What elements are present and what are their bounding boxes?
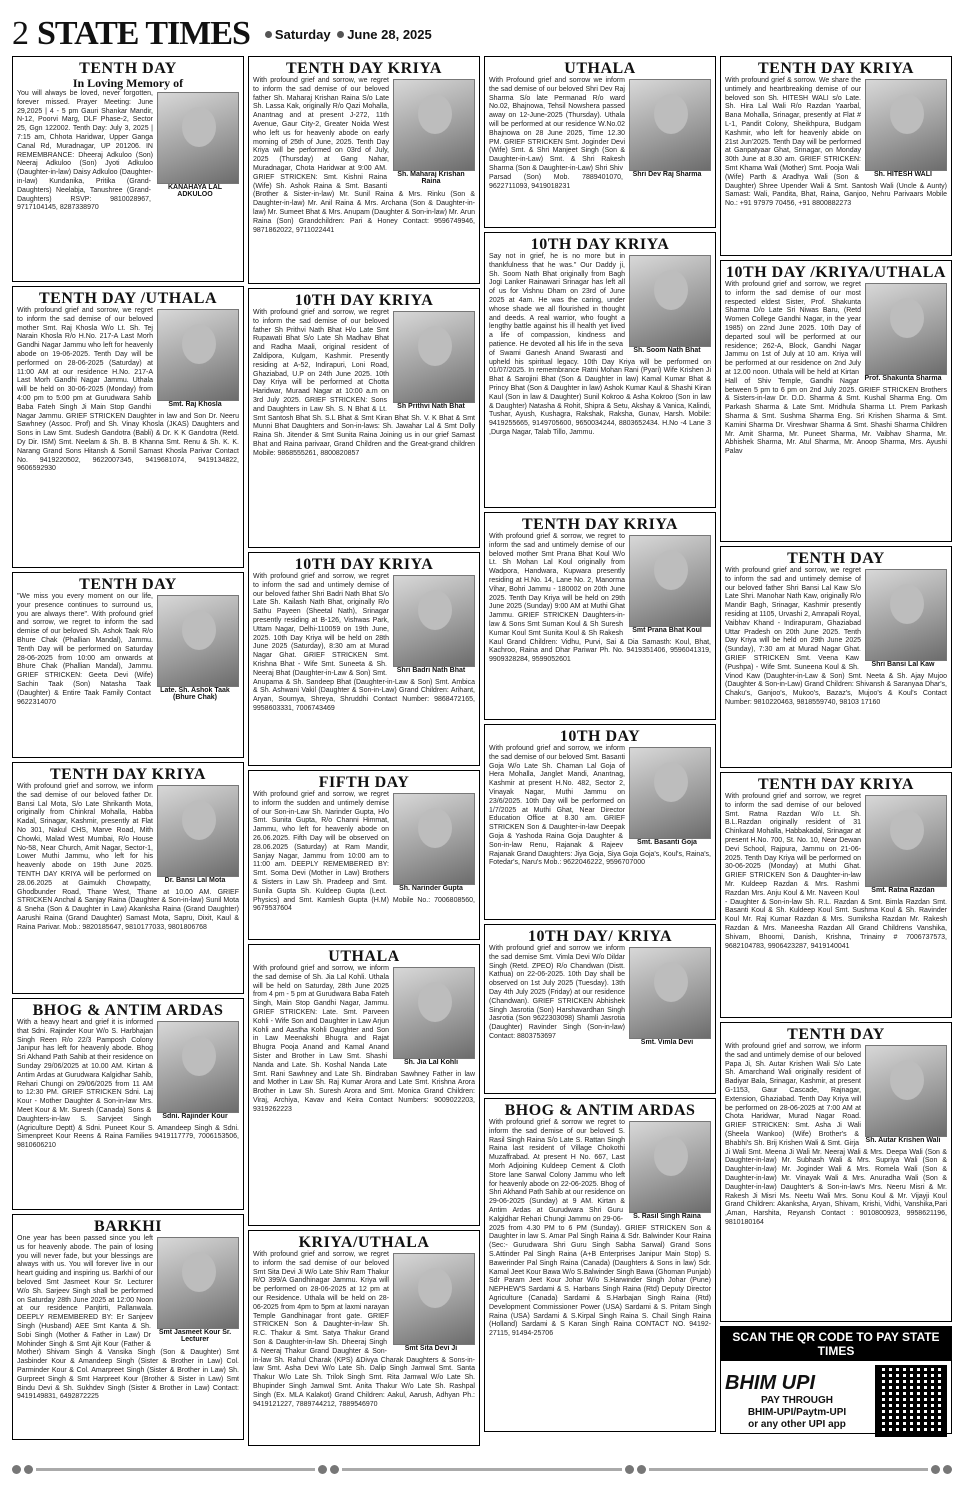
obituary-notice [720, 546, 952, 768]
notice-body: With profound grief & sorrow, we regret to inform the sad and untimely demise of our beloved mother Smt Prana Bhat Koul W/o Lt. Sh Mohan Lal Koul originally from Wadpora, Handwara, Kupwara presently residing at H.No. 14, Lane No. 2, Manorma Vihar, Bohri Jammu - 180002 on 20th June 2025. Tenth Day Kriya will be held on 29th June 2025 (Sunday) 9:00 AM at Muthi Ghat Jammu. GRIEF STRICKEN Daughters-in-law & Sons Smt Suman Koul & Sh Suresh Kumar Koul Smt Sunita Koul & Sh Rakesh Kaul Grand Children: Vidhu, Purvi, Sai & Dia Samasth: Koul, Bhat, Kachroo, Raina and Dhar Pariwar Ph. No. 9419351406, 9596041319, 9909328284, 9599052601 [489, 533, 711, 664]
obituary-notice [248, 944, 480, 1226]
qr-heading: SCAN THE QR CODE TO PAY STATE TIMES [721, 1327, 951, 1361]
photo-caption: Shri Bansi Lal Kaw [871, 661, 935, 668]
page-number: 2 [12, 15, 29, 52]
portrait-photo [393, 79, 475, 171]
portrait-photo [157, 1021, 239, 1113]
notice-body: With profound grief and sorrow, we regret to inform the sad demise of our beloved Smt. Ratna Razdan W/o Lt. Sh. B.L.Razdan originally resident of 31 Chinkaral Mohalla, Habbakadal, Srinagar at present H.No. 700, St. No. 10, Near Dewan Devi School, Rajpura, Jammu on 21-06-2025. Tenth Day Kriya will be performed on 30-06-2025 (Monday) at Muthi Ghat. GRIEF STRICKEN Son & Daughter-in-law Mr. Kuldeep Razdan & Mrs. Rashmi Razdan Mrs. Anju Koul & Mr. Naveen Koul - Daughter & Son-in-law Sh. R.L. Razdan & Smt. Bimla Razdan Smt. Basanti Koul & Sh. Kuldeep Koul Smt. Sushma Koul & Sh. Ravinder Koul Mr. Raj Kumar Razdan & Mrs. Sumiksha Razdan Mr. Rakesh Razdan & Mrs. Maneesha Razdan All Grand Childrens Vanshika, Shivam, Bhoomi, Danish, Krishna, Trinainy # 7006737573, 9682104783, 9906423287, 9419140041 [725, 793, 947, 950]
footer-decoration [12, 1462, 952, 1476]
notice-title: TENTH DAY KRIYA [522, 516, 678, 533]
photo-caption: Sh. HITESH WALI [874, 171, 932, 178]
column-3 [484, 56, 716, 1456]
notice-body: With profound grief and sorrow, we regret to inform the sad demise of our beloved father Sh Prithvi Nath Bhat H/o Late Smt Rupawati Bhat S/o Late Sh Madhav Bhat and Radha Maali, original resident of Zaldipora, Kulgam, Kashmir. Presently residing at A-52, Indirapuri, Loni Road, Ghaziabad, U.P on 24th June 2025. 10th Day Kriya will be performed at Chotta Haridwar, Muraad Nagar at 10:00 a.m on 3rd July 2025. GRIEF STRICKEN: Sons and Daughters in Law Sh. S. N Bhat & Lt. Smt Santosh Bhat Sh. S.L Bhat & Smt Kiran Bhat Sh. V. K Bhat & Smt Munni Bhat Daughters and Son-in-laws: Sh. Jawahar Lal & Smt Dolly Raina Sh. Jitender & Smt Sunita Raina Joining us in our grief Samast Bhat and Raina parivaar, Grand Children and the Great-grand children Mobile: 9868555261, 8800820857 [253, 309, 475, 457]
dot-icon [318, 1465, 327, 1474]
column-2 [248, 56, 480, 1456]
notice-subtitle: In Loving Memory of [72, 76, 184, 90]
photo-caption: KANAHAYA LAL ADKULOO [167, 184, 223, 198]
portrait-photo [393, 1253, 475, 1345]
notice-body: With profound grief and sorrow, we inform the sad demise of our beloved father Dr. Bansi Lal Mota, S/o Late Shrikanth Mota, originally from Chinkral Mohalla, Habba Kadal, Srinagar, Kashmir, presently at Flat No 301, Nakul CHS, Marve Road, Mith Chowki, Malad West Mumbai, R/o House No-58, Near Church, Amit Nagar, Sector-1, Lower Muthi Jammu, who left for his heavenly abode on 19th June 2025. TENTH DAY KRIYA will be performed on 28.06.2025 at Gaimukh Chowpatty, Ghodbunder Road, Thane West, Thane at 10.00 AM. GRIEF STRICKEN Anchal & Sanjay Raina (Daughter & Son-in-law) Sunil Mota & Sneha (Son & Daughter in Law) Akanksha Raina (Grand Daughter) Aarushi Raina (Grand Daughter) Samast Mota, Sapru, Dixit, Kaul & Raina Parivar. Mob.: 9820185647, 9810177033, 9801806768 [17, 783, 239, 931]
notice-body: With profound grief and sorrow, we regret to inform the sad and untimely demise of our beloved father Shri Bansi Lal Kaw S/o Late Shri. Manohar Nath Kaw, originally R/o Mandir Bagh, Srinagar, Kashmir presently residing at 1105, Urvashi 2, Amrapali Royal, Vaibhav Khand - Indirapuram, Ghaziabad Uttar Pradesh on 20th June 2025. Tenth Day Kriya will be held on 29th June 2025 (Sunday), 7:30 am at Murad Nagar Ghat. GRIEF STRICKEN Smt. Veena Kaw (Pushpa) - Wife Smt. Suneena Koul & Sh. Vinod Kaw (Daughter-in-Law & Son) Smt. Neeta & Sh. Ajay Mujoo (Daughter & Son-in-Law) Grand Children: Shivansh & Saranyaa Dhar's, Chaku's, Ganjoo's, Mukoo's, Bazaz's, Mujoo's & Koul's Contact Number: 9810220463, 9818559740, 98103 17160 [725, 567, 947, 706]
notice-title: 10TH DAY KRIYA [530, 236, 670, 253]
column-1 [12, 56, 244, 1456]
dot-icon [931, 1465, 940, 1474]
portrait-photo [865, 1045, 947, 1137]
notice-title: FIFTH DAY [318, 774, 410, 791]
bullet-icon [337, 31, 344, 38]
notice-title: TENTH DAY [79, 60, 177, 77]
dot-icon [330, 1465, 339, 1474]
photo-caption: Sh. Soom Nath Bhat [633, 347, 701, 354]
notice-body: With profound grief and sorrow, we inform the sad demise of Sh. Jia Lal Kohli. Uthala will be held on Saturday, 28th June 2025 from 4 pm - 5 pm at Gurudwara Baba Fateh Singh, Main Stop Gandhi Nagar, Jammu. GRIEF STRICKEN: Late. Smt. Parveen Kohli - Wife Son and Daughter in Law Arjun Kohli and Aastha Kohli Daughter and Son in Law Meenakshi Bhugra and Rajat Bhugra Pooja Anand and Kamal Anand Sister and Brother in Law Smt. Shashi Nanda and Late. Sh. Koshal Nanda Late Smt. Rani Sawhney and Late Sh. Bindraban Sawhney Father in law and Mother in Law Sh. Raj Kumar Arora and Late Smt. Krishna Arora Brother in Law Sh. Suresh Arora and Smt. Monica Grand Children: Viraj, Archiya, Kavav and Keira Contact Numbers: 9009022203, 9319262223 [253, 965, 475, 1113]
qr-line-3: or any other UPI app [748, 1418, 846, 1430]
obituary-notice [12, 286, 244, 568]
day: Saturday [274, 26, 331, 42]
portrait-photo [865, 283, 947, 375]
portrait-photo [629, 535, 711, 627]
portrait-photo [865, 795, 947, 887]
notice-body: With a heavy heart and grief it is informed that Sdni. Rajinder Kour W/o S. Harbhajan Singh Reen R/o 22/3 Pamposh Colony Janipur has left for heavenly abode. Bhog Sri Akhand Path Sahib at their residence on Sunday 29/06/2025 at 10.00 AM. Kirtan & Antim Ardas at Gurudwara Kalgidhar Sahib, Rehari Chungi on 29/06/2025 from 11 AM to 12:30 PM. GRIEF STRICKEN Sdni. Laj Kour - Mother Daughter & Son-in-law Mrs. Meet Kour & Mr. Suresh (Canada) Sons & Daughters-in-law S. Sarvjeet Singh (Agriculture Deptt) & Sdni. Puneet Kour S. Amandeep Singh & Sdni. Simenpreet Kour Reens & Raina Families 9419117779, 7006153506, 9810606210 [17, 1019, 239, 1150]
obituary-notice [720, 772, 952, 1018]
photo-caption: Smt. Raj Khosla [168, 401, 222, 408]
notice-title: TENTH DAY [787, 1026, 885, 1043]
photo-caption: Smt Sita Devi Ji [404, 1345, 458, 1352]
obituary-notice [248, 56, 480, 284]
dot-icon [625, 1465, 634, 1474]
obituary-notice [12, 56, 244, 282]
bullet-icon [265, 31, 272, 38]
notice-body: Say not in grief, he is no more but in thankfulness that he was." Our Daddy ji, Sh. Soom Nath Bhat originally from Bagh Jogi Lanker Rainawari Srinagar has left all of us for Vishnu Dham on 23rd of June 2025 at 4am. He was the caring, under whose shade we all flourished in thought and deeds. A real warrior, who fought a lengthy battle against his ill health yet lived a life of compassion, kindness and patience. He devoted all his life in the seva of Swami Ganesh Anand Swarasti and upheld his spiritual legacy. 10th Day Kriya will be performed on 01/07/2025. In remembrance Ratni Mohan Rani (Pyari) Wife Krishen Ji Bhat & Sarojini Bhat (Son & Daughter in law) Kamal Kumar Bhat & Princy Bhat (Son & Daughter in law) Ashok Kumar Kaul & Shashi Kiran Kaul (Son in law & Daughter) Sunil Kokroo & Asha Kokroo (Son in law & Daughter) Natasha & Rohit, Shipra & Setu, Akshay & Vanica, Kalindi, Tushar, Ayush, Kushagra, Rakshak, Raksha, Gunav, Harsh. Mobile: 9419255665, 9149705600, 9650034244, 8803652434. H.No -4 Lane 3 ,Durga Nagar, Talab Tillo, Jammu. [489, 253, 711, 436]
notice-title: 10TH DAY KRIYA [294, 556, 434, 573]
photo-caption: Smt. Basanti Goja [637, 839, 697, 846]
obituary-notice [720, 260, 952, 542]
notice-body: One year has been passed since you left us for heavenly abode. The pain of losing you will never fade, but your blessings are always with us. You will forever live in our heart guiding and inspiring us. Barkhi of our beloved Smt Jasmeet Kour Sr. Lecturer W/o Sh. Sarjeev Singh shall be performed on Saturday 28th June 2025 at 12:00 Noon at our residence Panjtirti, Pallanwala. DEEPLY REMEMBERED BY: Er Sanjeev Singh (Husband) AEE Smt Kanta & Sh. Sobi Singh (Mother & Father in Law) Dr Mohinder Singh & Smt Ajit Kour (Father & Mother) Shivam Singh & Vansika Singh (Son & Daughter) Smt Jasbinder Kour & Amandeep Singh (Sister & Brother in Law) Col. Parminder Kour & Col. Amarpreet Singh (Sister & Brother in Law) Sh. Gurpreet Singh & Smt Harpreet Kour (Brother & Sister in Law) Smt Bindu Devi & Sh. Sukhdev Singh (Sister & Brother in Law) Contact: 9419149831, 6492872225 [17, 1235, 239, 1401]
newspaper-logo: STATE TIMES [37, 15, 250, 52]
masthead [12, 14, 952, 54]
notice-body: You will always be loved, never forgotten, forever missed. Prayer Meeting: June 29,2025 | 4 - 5 pm Gauri Shankar Mandir, N-12, Poorvi Marg, DLF Phase-2, Sector 25, Ggn 122002. Tenth Day: July 3, 2025 | 7:15 am, Chhota Haridwar, Upper Ganga Canal Rd, Muradnagar, UP 201206. IN REMEMBRANCE: Dheeraj Adkuloo (Son) Neeraj Adkuloo (Son) Jyoti Adkuloo (Daughter-in-law) Daisy Adkuloo (Daughter-in-law) Kundanika, Pritika (Grand-Daughters) Neelabja, Tanushree (Grand-Daughters) RSVP: 9810028967, 9717104145, 8287338970 [17, 90, 153, 212]
notice-title: 10TH DAY/ KRIYA [527, 928, 673, 945]
portrait-photo [157, 1237, 239, 1329]
date: June 28, 2025 [347, 26, 432, 42]
notice-title: UTHALA [328, 948, 400, 965]
portrait-photo [865, 569, 947, 661]
portrait-photo [629, 1121, 711, 1213]
obituary-notice [248, 552, 480, 766]
notice-title: TENTH DAY KRIYA [758, 60, 914, 77]
obituary-notice [12, 572, 244, 758]
obituary-columns [12, 56, 952, 1456]
dot-icon [12, 1465, 21, 1474]
obituary-notice [248, 288, 480, 548]
notice-body: With profound grief and sorrow, we inform the sad demise of our beloved Smt. Basanti Goja W/o Late Sh. Chaman Lal Goja of Hera Mohalla, Janglet Mandi, Anantnag, Kashmir at present H.No. 482, Sector 2, Vinayak Nagar, Muthi Jammu on 23/6/2025. 10th Day will be performed on 1/7/2025 at Muthi Ghat, Near Director Education Office at 8.30 am. GRIEF STRICKEN Son & Daughter-in-law Deepak Goja & Yashoda Raina Goja Daughter & Son-in-law Renu, Rajanak & Rajeev Rajanak Grand Daughters: Jiya Goja, Siya Goja Goja's, Koul's, Raina's, Fotedar's, Naru's Mob.: 9622046222, 9596707000 [489, 745, 711, 867]
obituary-notice [12, 998, 244, 1210]
photo-caption: Sh Prithvi Nath Bhat [397, 403, 465, 410]
photo-caption: Smt. Vimla Devi [640, 1039, 694, 1046]
obituary-notice [484, 232, 716, 508]
portrait-photo [157, 92, 239, 184]
divider [36, 1468, 315, 1471]
upi-payment-ad [720, 1326, 952, 1434]
photo-caption: Shri Badri Nath Bhat [396, 667, 466, 674]
qr-line-2: BHIM-UPI/Paytm-UPI [747, 1406, 847, 1418]
photo-caption: Smt Jasmeet Kour Sr. Lecturer [158, 1329, 232, 1343]
photo-caption: Sdni. Rajinder Kour [162, 1113, 228, 1120]
photo-caption: Prof. Shakunta Sharma [864, 375, 942, 382]
portrait-photo [157, 595, 239, 687]
portrait-photo [629, 79, 711, 171]
dot-icon [24, 1465, 33, 1474]
bhim-upi-logo: BHIM UPI [725, 1371, 815, 1394]
notice-body: With profound grief and sorrow, we regret to inform the sad demise of our beloved father Sh. Maharaj Krishan Raina S/o Late Sh. Lassa Kak, originally R/o Qazi Mohalla, Anantnag and at present J-272, 11th Avenue, Gaur City-2, Greater Noida West who left us for heavenly abode on early morning of 25th of June, 2025. Tenth Day Kriya will be performed on 03rd of July, 2025 (Thursday) at Gang Nahar, Muradnagar, Chota Haridwar at 9:00 AM. GRIEF STRICKEN: Smt. Kishni Raina (Wife) Sh. Ashok Raina & Smt. Basanti (Brother & Sister-in-law) Mr. Sunil Raina & Mrs. Rinku (Son & Daughter-in-law) Mr. Anil Raina & Mrs. Archana (Son & Daughter-in-law) Mr. Sumeet Bhat & Mrs. Anupam (Daughter & Son-in-law) Mr. Arun Raina (Son) Grandchildren: Pari & Honey Contact: 9596749946, 9871862022, 9711022441 [253, 77, 475, 234]
photo-caption: Sh. Maharaj Krishan Raina [397, 171, 465, 185]
qr-line-1: PAY THROUGH [760, 1394, 834, 1406]
dot-icon [637, 1465, 646, 1474]
portrait-photo [629, 255, 711, 347]
column-4 [720, 56, 952, 1456]
portrait-photo [157, 785, 239, 877]
photo-caption: Smt. Ratna Razdan [871, 887, 935, 894]
notice-title: TENTH DAY KRIYA [758, 776, 914, 793]
notice-body: With Profound grief and sorrow we inform the sad demise of our beloved Shri Dev Raj Sharma S/o late Permanad R/o ward No.02, Bhajnowa, Tehsil Nowshera passed away on 12-June-2025 (Thursday). Uthala will be performed at our residence W.No.02 Bhajnowa on 28 June 2025, Time 12.30 PM. GRIEF STRICKEN Smt. Joginder Devi (Wife) Smt. & Shri Manjeet Singh (Son & Daughter-in-Law) Smt. & Shri Rakesh Sharma (Son & Daughter-in-Law) Shri Shiv Parsad (Son) Mob. 7889401070, 9622711093, 9419018231 [489, 77, 625, 190]
photo-caption: S. Rasil Singh Raina [633, 1213, 701, 1220]
obituary-notice [720, 56, 952, 256]
dot-icon [943, 1465, 952, 1474]
notice-body: With profound grief and sorrow, we regret to inform the sad and untimely demise of our beloved father Shri Badri Nath Bhat S/o Late Sh. Kailash Nath Bhat, originally R/o Sathu Payeen (Sheetal Nath), Srinagar presently residing at B-126, Vishwas Park, Uttam Nagar, Delhi-110059 on 19th June, 2025. 10th Day Kriya will be held on 28th June 2025 (Saturday), 8:30 am at Murad Nagar Ghat. GRIEF STRICKEN Smt. Krishna Bhat - Wife Smt. Suneeta & Sh. Neeraj Bhat (Daughter-in-Law & Son) Smt. Anupama & Sh. Sandeep Bhat (Daughter-in-Law & Son) Smt. Ambica & Sh. Ashwani Vakil (Daughter & Son-in-Law) Grand Children: Arihant, Aryan, Soumya, Shreya, Shruddhi Contact Number: 9868472165, 9958603331, 7006743469 [253, 573, 475, 712]
obituary-notice [484, 1098, 716, 1432]
notice-body: "We miss you every moment on our life, your presence continues to surround us, you are always there". With profound grief and sorrow, we regret to inform the sad demise of our beloved Sh. Ashok Taak R/o Bhure Chak (Phallian Mandal), Jammu. Tenth Day will be performed on Saturday 28-06-2025 from 10:00 am onwards at Bhure Chak (Phallian Mandal), Jammu. GRIEF STRICKEN: Geeta Devi (Wife) Sachin Taak (Son) Natasha Taak (Daughter) & Entire Taak Family Contact 9622314070 [17, 593, 153, 706]
photo-caption: Sh. Autar Krishen Wali [865, 1137, 941, 1144]
notice-body: With profound grief and sorrow, we inform the sad and untimely demise of our beloved Papa Ji, Sh. Autar Krishen Wali S/o Late Sh. Amarchand Wali originally resident of Badiyar Bala, Srinagar, Kashmir, at present G-1153, Gaur Cascade, Rajnagar, Extension, Ghaziabad. Tenth Day Kriya will be performed on 28-06-2025 at 7:00 AM at Chota Haridwar, Murad Nagar Road. GRIEF STRICKEN: Smt. Asha Ji Wali (Sheela Wankoo) (Wife) Brother's & Bhabhi's Sh. Brij Krishen Wali & Smt. Girja Ji Wali Smt. Meena Ji Wali Mr. Neeraj Wali & Mrs. Deepa Wali (Son & Daughter-in-law) Mr. Subhash Wali & Mrs. Supriya Wali (Son & Daughter-in-law) Mr. Joginder Wali & Mrs. Romela Wali (Son & Daughter-in-law) Mr. Vinayak Wali & Mrs. Anuradha Wali (Son & Daughter-in-law) Daughter's & Son-in-law's Mrs. Neeru Misri & Mr. Rakesh Ji Misri Ms. Neetu Wali Mrs. Sonu Koul & Mr. Vijayji Koul Grand Children: Akanksha, Aryan, Shivam, Krishi, Vidhi, Vanshika,Pari ,Aman, Harshita, Reyansh Contact : 9010800923, 9958621196, 9810180164 [725, 1043, 947, 1226]
photo-caption: Smt Prana Bhat Koul [632, 627, 702, 634]
obituary-notice [12, 762, 244, 994]
notice-title: TENTH DAY KRIYA [50, 766, 206, 783]
qr-code-icon[interactable] [875, 1365, 947, 1437]
portrait-photo [393, 311, 475, 403]
notice-body: With profound grief and sorrow, we regret to inform the sudden and untimely demise of our Son-in-Law Sh. Narinder Gupta, H/o Smt. Sunita Gupta, R/o Channi Himmat, Jammu, who left for heavenly abode on 26.06.2025. Fifth Day will be observed on 28.06.2025 (Saturday) at Ram Mandir, Sanjay Nagar, Jammu from 10:00 am to 11:00 am. DEEPLY REMEMBERED BY: Smt. Soma Devi (Mother in Law) Brothers & Sisters in Law Sh. Pradeep and Smt. Sunila Gupta Sh. Kuldeep Gupta (Lect. Physics) and Smt. Kamlesh Gupta (H.M) Mobile No.: 7006808560, 9679537604 [253, 791, 475, 913]
notice-body: With profound grief & sorrow we regret to inform the sad demise of our beloved S. Rasil Singh Raina S/o Late S. Rattan Singh Raina last resident of Village Chokothi Muzaffrabad. At present H No. 667, Last Morh Adjoining Kuldeep Cement & Cloth Store lane Sarwal Colony Jammu who left for heavenly abode on 22-06-2025. Bhog of Shri Akhand Path Sahib at our residence on 29-06-2025 (Sunday) at 9 AM. Kirtan & Antim Ardas at Gurudwara Shri Guru Kalgidhar Rehari Chungi Jammu on 29-06-2025 from 4.30 PM to 6 PM (Sunday). GRIEF STRICKEN Son & Daughter in law S. Amar Pal Singh Raina & Sdr. Balwinder Kour Raina (Sec:- Gurudwara Shri Guru Singh Sabha Sarwal) Grand Sons S.Attinder Pal Singh Raina (A+B Enterprises Janipur Main Stop) S. Bawerinder Pal Singh Raina (Canada) (Daughters & Sons in law) Sdr. Kamal Jeet Kour Bawa W/o S.Balwinder Singh Bawa (Ghoman Punjab) Sdr Param Jeet Kour Johar W/o S.Harwinder Singh Johar (Pune) NEPHEW'S Sardami & S. Harbans Singh Raina (Rtd) Deputy Director Agriculture (Canada) Sardami & S.Harbajan Singh Raina (Rtd) Development Commissioner Power (USA) Sardami & S. Pritam Singh Raina (USA) Sardami & S.Kirpal Singh Raina S. Chail Singh Raina (Holland) Sardami & S Karan Singh Raina CONTACT NO. 94192-27115, 91494-25706 [489, 1119, 711, 1338]
photo-caption: Shri Dev Raj Sharma [632, 171, 702, 178]
notice-title: 10TH DAY KRIYA [294, 292, 434, 309]
notice-body: With profound grief and sorrow, we regret to inform the sad demise of our beloved mother Smt. Raj Khosla W/o Lt. Sh. Tej Narain Khosla R/o H.No. 217-A Last Morh Gandhi Nagar Jammu who left for heavenly abode on 19-06-2025. Tenth Day will be performed on 28-06-2025 (Saturday) at 11:00 AM at our residence H.No. 217-A Last Morh Gandhi Nagar Jammu. Uthala will be held on 30-06-2025 (Monday) from 4:00 pm to 5:00 pm at Gurudwara Sahib Baba Fateh Singh Ji Main Stop Gandhi Nagar Jammu. GRIEF STRICKEN Daughter in law and Son Dr. Neeru Sawhney (Assoc. Prof) and Sh. Vinay Khosla (JKAS) Daughters and Sons in Law Smt. Sudesh Gandotra (Babli) & Dr. K K Gandotra (Retd. Dy Dir. ISM) Smt. Neelam & Sh. B. B Khanna Smt. Renu & Sh. K. K. Narang Grand Sons Hitansh & Somil Samast Khosla Parivar Contact No. 9419220502, 9622007345, 9419681074, 9419134822, 9606592930 [17, 307, 239, 473]
notice-body: With profound grief and sorrow, we regret to inform the sad demise of our beloved Smt Sita Devi Ji W/o Late Shiv Ram Thakur R/O 399/A Gandhinagar Jammu. Kriya will be performed on 28-06-2025 at 12 pm at our Residence. Uthala will be held on 28-06-2025 from 4pm to 5pm at laxmi narayan Temple Gandhinagar front gate. GRIEF STRICKEN Son & Daughter-in-law Sh. R.C. Thakur & Smt. Satya Thakur Grand Son & Daughter-in-law Sh. Dheeraj Singh & Neeraj Thakur Grand Daughter & Son-in-law Sh. Rahul Charak (KPS) &Divya Charak Daughters & Sons-in-law Smt. Asha Devi W/o Late Sh. Dalip Singh Jamwal Smt. Santa Thakur W/o Late Sh. Trilok Singh Smt. Rita Jamwal W/o Late Sh. Bhupinder Singh Jamwal Smt. Anita Thakur W/o Late Sh. Rashpal Singh (Ex. MLA Kalakot) Grand Children: Aakul, Aarush, Adhyan Ph.: 9419121227, 7889744212, 7889546970 [253, 1251, 475, 1408]
notice-body: With profound grief & sorrow. We share the untimely and heartbreaking demise of our beloved son Sh. HITESH WALI s/o Late. Sh. Hira Lal Wali R/o Razdan Yaarbal, Bana Mohalla, Srinagar, presently at Flat # L-1, Pandit Colony, Sheikhpura, Budgam Kashmir, who left for heavenly abide on 21st Jun'2025. Tenth Day will be performed at Ganpatyaar Ghat, Srinagar, on Monday 30th June at 8.30 am. GRIEF STRICKEN: Smt Khama Wali (Mother) Smt. Pooja Wali (Wife) Parth & Aradhya Wali (Son & Daughter) Shree Upender Wali & Smt. Santosh Wali (Uncle & Aunty) Samast: Wali, Pandita, Bhat, Raina, Ganjoo, Nehru Parivaars Mobile No.: +91 97979 70456, +91 8800882273 [725, 77, 947, 208]
obituary-notice [248, 770, 480, 940]
portrait-photo [629, 947, 711, 1039]
photo-caption: Sh. Narinder Gupta [399, 885, 463, 892]
photo-caption: Sh. Jia Lal Kohli [403, 1059, 459, 1066]
portrait-photo [865, 79, 947, 171]
photo-caption: Late. Sh. Ashok Taak (Bhure Chak) [160, 687, 230, 701]
obituary-notice [248, 1230, 480, 1446]
divider [649, 1468, 928, 1471]
notice-body: With profound grief and sorrow we inform the sad demise Smt. Vimla Devi W/o Dildar Singh (Retd. ZPEO) R/o Chandwan (Distt. Kathua) on 22-06-2025. 10th Day shall be observed on 1st July 2025 (Tuesday). 13th Day 4th July 2025 (Friday) at our residence (Chandwan). GRIEF STRICKEN Abhishek Singh Jasrotia (Son) Harshavardhan Singh Jasrotia (Son 9622303098) Shamli Jasrotia (Daughter) Ravinder Singh (Son-in-law) Contact: 8803753697 [489, 945, 625, 1040]
notice-title: 10TH DAY /KRIYA/UTHALA [726, 264, 946, 281]
notice-title: TENTH DAY [79, 576, 177, 593]
notice-title: BARKHI [94, 1218, 162, 1235]
portrait-photo [157, 309, 239, 401]
notice-title: UTHALA [564, 60, 636, 77]
obituary-notice [484, 924, 716, 1094]
qr-main [721, 1361, 951, 1441]
obituary-notice [720, 1022, 952, 1322]
divider [342, 1468, 621, 1471]
obituary-notice [484, 512, 716, 720]
notice-title: TENTH DAY KRIYA [286, 60, 442, 77]
obituary-notice [484, 724, 716, 920]
qr-text-block [725, 1372, 869, 1431]
photo-caption: Dr. Bansi Lal Mota [164, 877, 226, 884]
obituary-notice [12, 1214, 244, 1440]
dateline [262, 27, 432, 42]
notice-title: 10TH DAY [559, 728, 641, 745]
portrait-photo [393, 793, 475, 885]
notice-title: TENTH DAY /UTHALA [38, 290, 217, 307]
portrait-photo [393, 967, 475, 1059]
notice-title: BHOG & ANTIM ARDAS [504, 1102, 696, 1119]
notice-title: BHOG & ANTIM ARDAS [32, 1002, 224, 1019]
notice-body: With profound grief and sorrow, we regret to inform the sad demise of our most respected eldest Sister, Prof. Shakunta Sharma D/o Late Sri Niwas Baru, (Retd Women College Gandhi Nagar, in the year 1985) on 22nd June 2025. 10th Day of departed soul will be performed at our residence; 262-A, Block, Gandhi Nagar Jammu on 1st of July at 10 am. Kriya will be performed at our residence on 2nd July at 12.00 noon. Uthala will be held at Kirtan Hall of Shiv Temple, Gandhi Nagar between 5 pm to 6 pm on 2nd July 2025. GRIEF STRICKEN Brothers & Sisters-in-law Dr. D.D. Sharma & Smt. Kushal Sharma Eng. Om Parkash Sharma & Late Smt. Mridhula Sharma Lt. Prem Parkash Sharma & Smt. Sushma Sharma Eng. Sri Krishen Sharma & Smt. Kamini Sharma Dr. Vireshwar Sharma & Smt. Shashi Sharma Children Mr. Amit Sharma, Mr. Puneet Sharma, Mr. Vaibhav Sharma, Mr. Abhishek Sharma, Mr. Atul Sharma, Mr. Anoop Sharma, Mrs. Ayushi Palav [725, 281, 947, 456]
portrait-photo [393, 575, 475, 667]
notice-title: KRIYA/UTHALA [298, 1234, 430, 1251]
notice-title: TENTH DAY [787, 550, 885, 567]
portrait-photo [629, 747, 711, 839]
obituary-notice [484, 56, 716, 228]
